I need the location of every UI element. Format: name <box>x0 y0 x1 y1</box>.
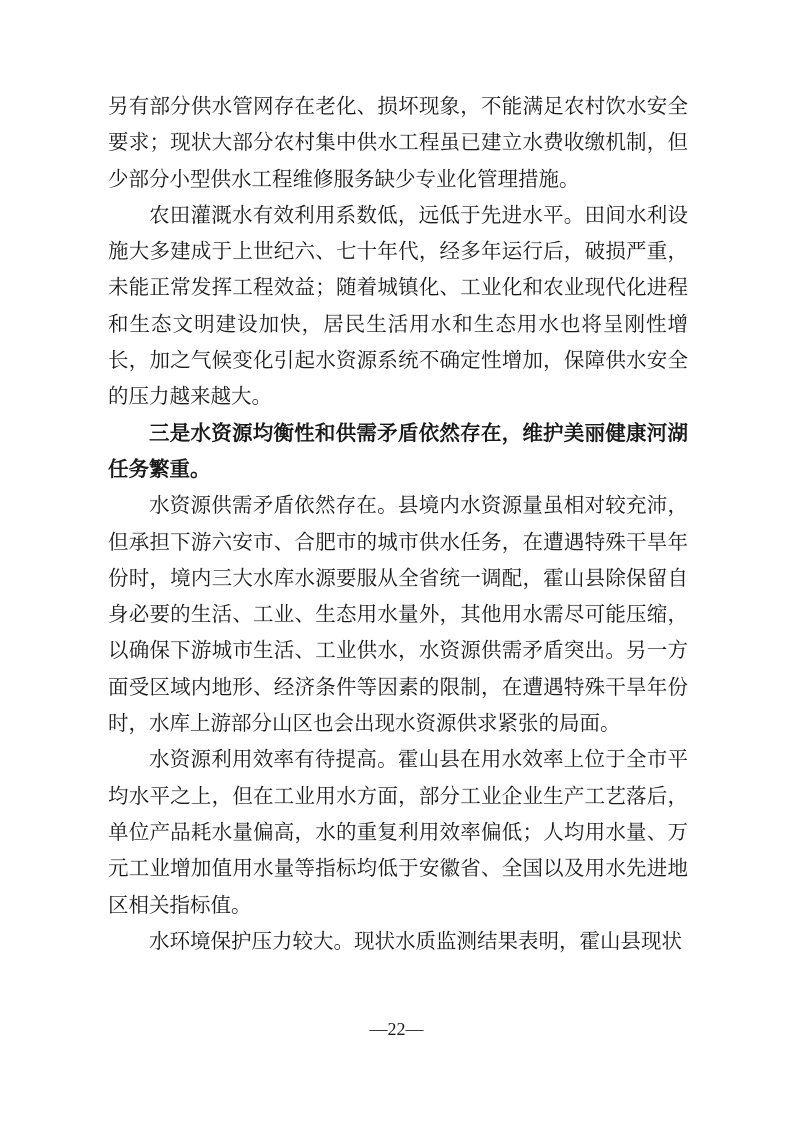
section-heading: 三是水资源均衡性和供需矛盾依然存在，维护美丽健康河湖任务繁重。 <box>108 420 688 481</box>
paragraph-efficiency: 水资源利用效率有待提高。霍山县在用水效率上位于全市平均水平之上，但在工业用水方面，部分工业企业生产工艺落后，单位产品耗水量偏高，水的重复利用效率偏低；人均用水量、万元工业增加值用水量等指标均低于安徽省、全国以及用水先进地区相关指标值。 <box>108 747 688 917</box>
paragraph-irrigation: 农田灌溉水有效利用系数低，远低于先进水平。田间水利设施大多建成于上世纪六、七十年代，经多年运行后，破损严重，未能正常发挥工程效益；随着城镇化、工业化和农业现代化进程和生态文明建设加快，居民生活用水和生态用水也将呈刚性增长，加之气候变化引起水资源系统不确定性增加，保障供水安全的压力越来越大。 <box>108 202 688 409</box>
paragraph-continuation: 另有部分供水管网存在老化、损坏现象，不能满足农村饮水安全要求；现状大部分农村集中供水工程虽已建立水费收缴机制，但少部分小型供水工程维修服务缺少专业化管理措施。 <box>108 94 688 191</box>
paragraph-supply-demand: 水资源供需矛盾依然存在。县境内水资源量虽相对较充沛，但承担下游六安市、合肥市的城市供水任务，在遭遇特殊干旱年份时，境内三大水库水源要服从全省统一调配，霍山县除保留自身必要的生活、工业、生态用水量外，其他用水需尽可能压缩，以确保下游城市生活、工业供水，水资源供需矛盾突出。另一方面受区域内地形、经济条件等因素的限制，在遭遇特殊干旱年份时，水库上游部分山区也会出现水资源供求紧张的局面。 <box>108 493 688 736</box>
page-number: —22— <box>369 1019 424 1039</box>
paragraph-environment: 水环境保护压力较大。现状水质监测结果表明，霍山县现状 <box>149 928 682 953</box>
body-text <box>108 88 688 959</box>
